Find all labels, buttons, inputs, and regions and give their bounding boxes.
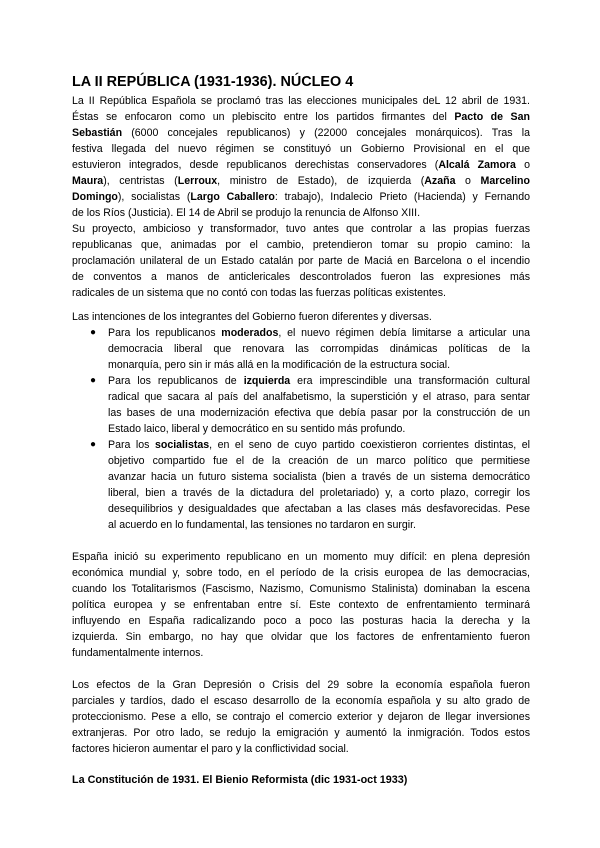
text-line: monarquía, pero sin ir más allá en la modificación de la estructura social. xyxy=(108,359,451,371)
text-line: liberal, bien a través de la dictadura del proletariado) y, a corto plazo, corregir los xyxy=(108,487,530,499)
text-line: proclamación unilateral de un Estado catalán por parte de Maciá en Barcelona o el incendio xyxy=(72,255,530,267)
text-line: proteccionismo. Pese a ello, se contrajo el comercio exterior y dejaron de llegar inversiones xyxy=(72,711,530,723)
text-line: festiva llegada del nuevo régimen se constituyó un Gobierno Provisional en el que xyxy=(72,143,530,155)
text-line: las bases de una modernización efectiva que debía pasar por la construcción de un xyxy=(108,407,530,419)
text-line: política europea y se enfrentaban entre sí. Este contexto de enfrentamiento terminará xyxy=(72,599,530,611)
text-line: de los Ríos (Justicia). El 14 de Abril se produjo la renuncia de Alfonso XIII. xyxy=(72,207,421,219)
text-line: Sebastián (6000 concejales republicanos) y (22000 concejales monárquicos). Tras la xyxy=(72,127,530,139)
text-line: Maura), centristas (Lerroux, ministro de Estado), de izquierda (Azaña o Marcelino xyxy=(72,175,530,187)
text-line: desequilibrios y desigualdades que afectaban a las clases más desfavorecidas. Pese xyxy=(108,503,530,515)
text-line: cuando los Totalitarismos (Fascismo, Nazismo, Comunismo Stalinista) dominaban la escena xyxy=(72,583,530,595)
bullet-icon: ● xyxy=(90,439,97,450)
text-line: Para los socialistas, en el seno de cuyo partido coexistieron corrientes distintas, el xyxy=(108,439,530,451)
text-line: republicanas que, animadas por el cambio, pretendieron tomar su propio camino: la xyxy=(72,239,530,251)
text-line: Domingo), socialistas (Largo Caballero: trabajo), Indalecio Prieto (Hacienda) y Fernando xyxy=(72,191,530,203)
text-line: objetivo compartido fue el de la creación de un marco político que permitiese xyxy=(108,455,530,467)
text-line: estuvieron integrados, desde republicanos derechistas conservadores (Alcalá Zamora o xyxy=(72,159,530,171)
text-line: fundamentalmente internos. xyxy=(72,647,204,659)
bullet-icon: ● xyxy=(90,375,97,386)
text-line: Su proyecto, ambicioso y transformador, tuvo antes que controlar a las propias fuerzas xyxy=(72,223,530,235)
text-line: Estado laico, liberal y democrático en su sentido más profundo. xyxy=(108,423,406,435)
text-line: influyendo en España radicalizando poco a poco las posturas hacia la derecha y la xyxy=(72,615,530,627)
section-subtitle: La Constitución de 1931. El Bienio Reformista (dic 1931-oct 1933) xyxy=(72,774,408,786)
text-line: avanzar hacia un futuro sistema socialista (bien a través de un sistema democrático xyxy=(108,471,530,483)
text-line: económica mundial y, sobre todo, en el período de la crisis europea de las democracias, xyxy=(72,567,530,579)
text-line: Éstas se enfocaron como un plebiscito entre los partidos firmantes del Pacto de San xyxy=(72,111,530,123)
text-line: democracia liberal que renovara las corrompidas dinámicas políticas de la xyxy=(108,343,530,355)
text-line: La II República Española se proclamó tras las elecciones municipales deL 12 abril de 1931. xyxy=(72,95,530,107)
text-line: radical que sacara al país del analfabetismo, la superstición y el atraso, para sentar xyxy=(108,391,530,403)
text-line: factores hicieron aumentar el paro y la conflictividad social. xyxy=(72,743,349,755)
text-line: Los efectos de la Gran Depresión o Crisis del 29 sobre la economía española fueron xyxy=(72,679,530,691)
page-title: LA II REPÚBLICA (1931-1936). NÚCLEO 4 xyxy=(72,74,354,90)
text-line: Para los republicanos moderados, el nuevo régimen debía limitarse a articular una xyxy=(108,327,530,339)
text-line: España inició su experimento republicano en un momento muy difícil: en plena depresión xyxy=(72,551,530,563)
text-line: parciales y tardíos, dado el escaso desarrollo de la economía española y su alto grado de xyxy=(72,695,530,707)
text-line: extranjeras. Por otro lado, se redujo la emigración y aumentó la inmigración. Todos estos xyxy=(72,727,530,739)
bullet-icon: ● xyxy=(90,327,97,338)
paragraph-intentions: Las intenciones de los integrantes del Gobierno fueron diferentes y diversas. xyxy=(72,311,432,323)
text-line: radicales de un sistema que no contó con todas las fuerzas políticas existentes. xyxy=(72,287,446,299)
text-line: Para los republicanos de izquierda era imprescindible una transformación cultural xyxy=(108,375,530,387)
text-line: izquierda. Sin embargo, no hay que olvidar que los factores de enfrentamiento fueron xyxy=(72,631,530,643)
text-line: de conventos a manos de anticlericales descontrolados fueron las expresiones más xyxy=(72,271,530,283)
text-line: al acuerdo en lo fundamental, las tensiones no tardaron en surgir. xyxy=(108,519,417,531)
